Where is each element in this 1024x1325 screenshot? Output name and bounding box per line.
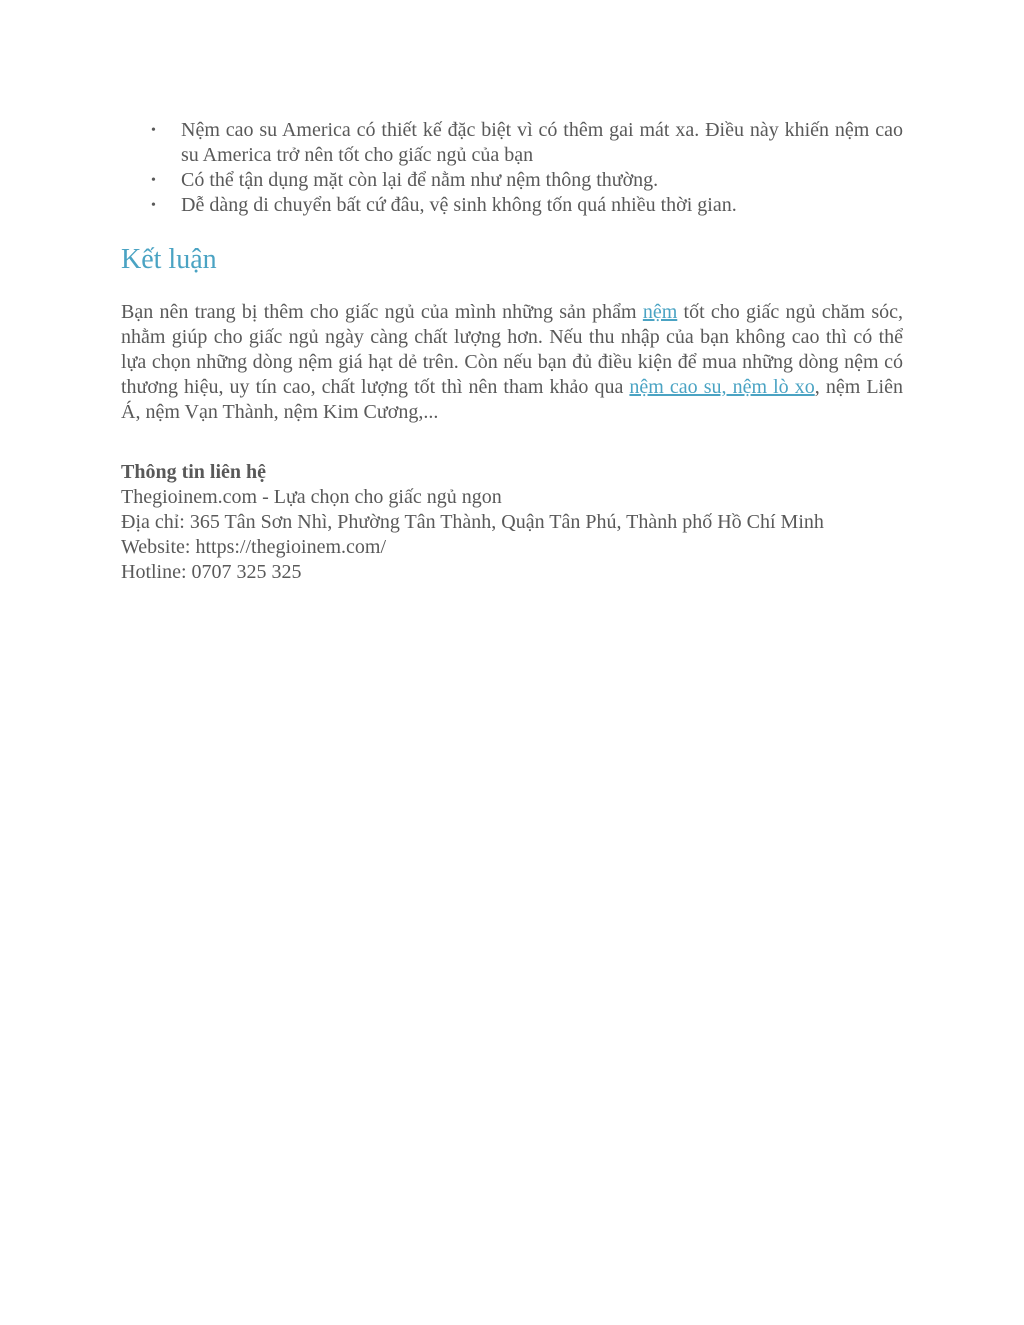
list-item: [121, 193, 903, 218]
contact-tagline: Thegioinem.com - Lựa chọn cho giấc ngủ ngon: [121, 486, 502, 508]
bullet-icon: •: [151, 123, 156, 138]
mattress-link[interactable]: nệm: [642, 301, 678, 323]
conclusion-paragraph: [121, 300, 903, 425]
latex-spring-mattress-link[interactable]: nệm cao su, nệm lò xo: [629, 376, 815, 398]
contact-website: Website: https://thegioinem.com/: [121, 536, 387, 558]
paragraph-text: , nệm Liên Á, nệm Vạn Thành, nệm Kim Cương,...: [121, 376, 903, 423]
list-item-text: Có thể tận dụng mặt còn lại để nằm như nệm thông thường.: [181, 169, 659, 191]
contact-heading: Thông tin liên hệ: [121, 461, 267, 483]
contact-address: Địa chỉ: 365 Tân Sơn Nhì, Phường Tân Thành, Quận Tân Phú, Thành phố Hồ Chí Minh: [121, 511, 824, 533]
feature-list: [121, 118, 903, 218]
contact-info: [121, 460, 903, 585]
contact-hotline: Hotline: 0707 325 325: [121, 561, 302, 583]
list-item-text: Dễ dàng di chuyển bất cứ đâu, vệ sinh không tốn quá nhiều thời gian.: [181, 194, 737, 216]
conclusion-heading: Kết luận: [121, 244, 217, 275]
list-item: [121, 118, 903, 168]
document-page: [121, 118, 903, 585]
paragraph-text: Bạn nên trang bị thêm cho giấc ngủ của mình những sản phẩm: [121, 301, 643, 323]
paragraph-text: tốt cho giấc ngủ chăm sóc, nhằm giúp cho giấc ngủ ngày càng chất lượng hơn. Nếu thu nhập của bạn không cao thì có thể lựa chọn những dòng nệm giá hạt dẻ trên. Còn nếu bạn đủ điều kiện để mua những dòng nệm có thương hiệu, uy tín cao, chất lượng tốt thì nên tham khảo qua: [121, 301, 903, 398]
list-item: [121, 168, 903, 193]
bullet-icon: •: [151, 198, 156, 213]
list-item-text: Nệm cao su America có thiết kế đặc biệt vì có thêm gai mát xa. Điều này khiến nệm cao su America trở nên tốt cho giấc ngủ của bạn: [181, 119, 903, 166]
bullet-icon: •: [151, 173, 156, 188]
